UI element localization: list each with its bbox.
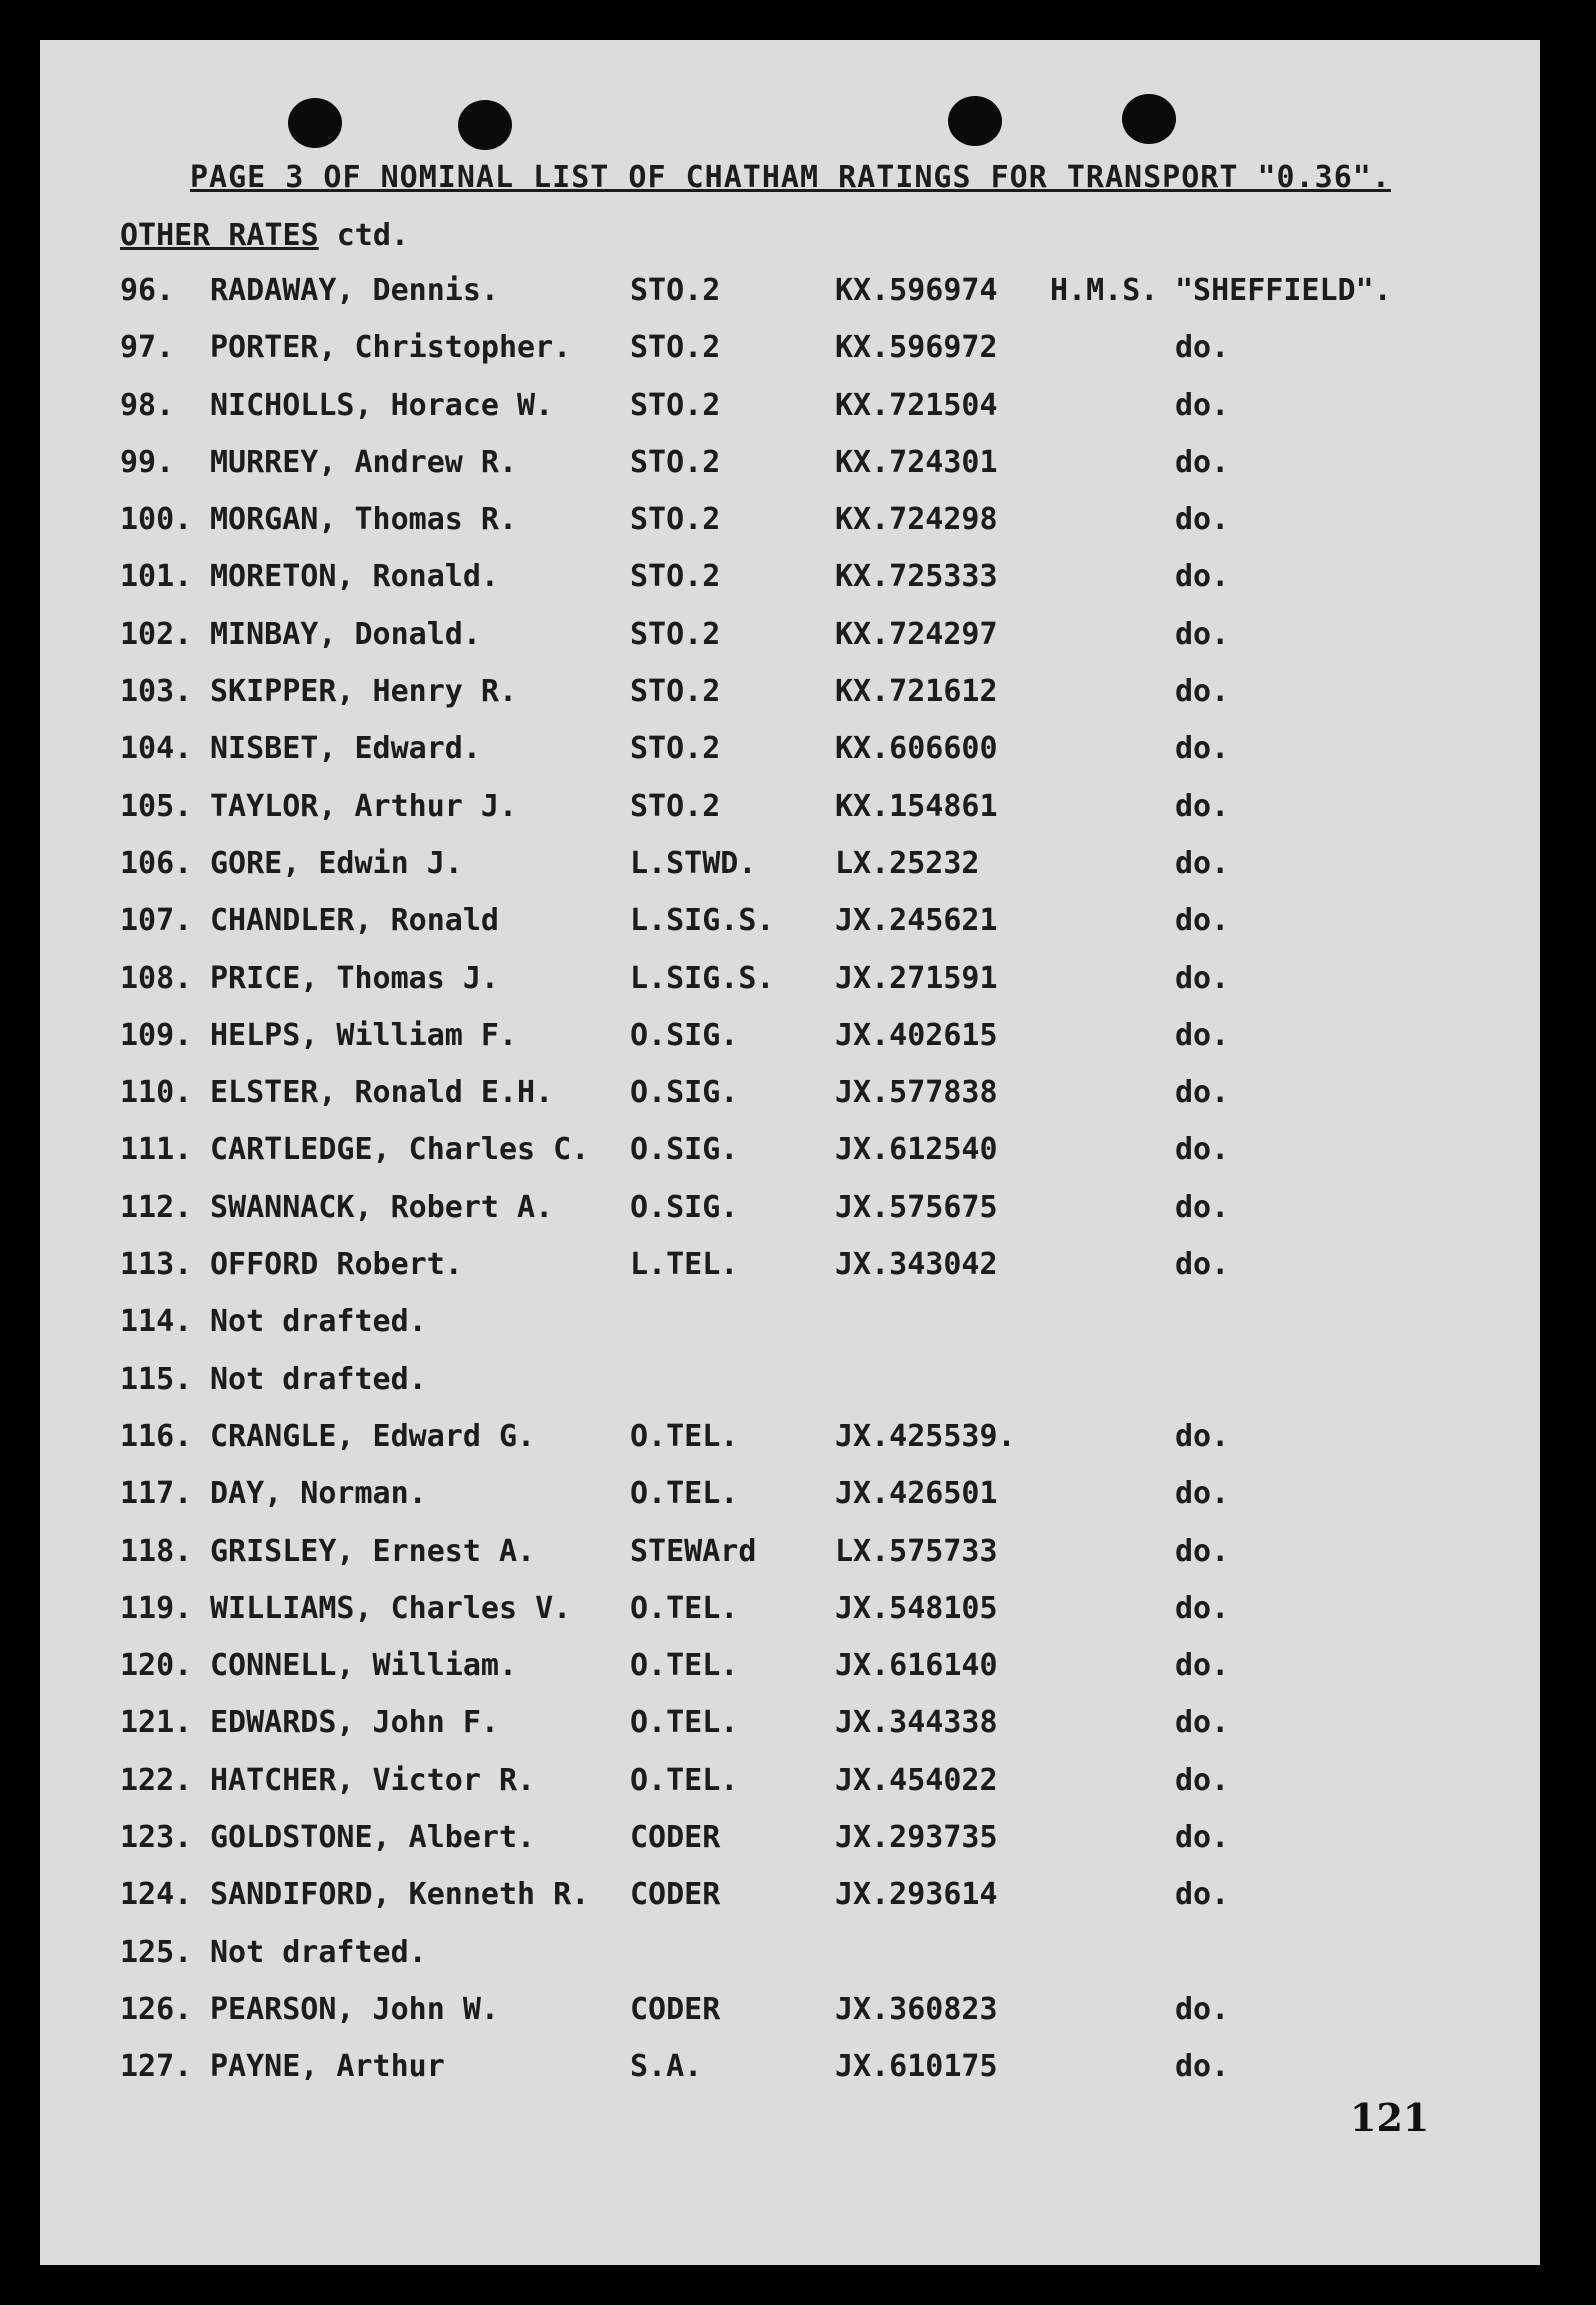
rating-name: GORE, Edwin J. xyxy=(210,845,463,881)
list-item xyxy=(40,559,1540,616)
official-number: KX.724298 xyxy=(835,502,998,538)
punch-hole-3 xyxy=(948,96,1002,146)
official-number: JX.548105 xyxy=(835,1590,998,1626)
list-item xyxy=(40,1820,1540,1877)
official-number: JX.271591 xyxy=(835,960,998,996)
page-number: 121 xyxy=(1350,2095,1430,2140)
rating-rate: O.TEL. xyxy=(630,1705,739,1741)
rating-rate: O.SIG. xyxy=(630,1075,739,1111)
punch-hole-1 xyxy=(288,98,342,148)
rating-name: HELPS, William F. xyxy=(210,1017,518,1053)
rating-name: PRICE, Thomas J. xyxy=(210,960,499,996)
list-item xyxy=(40,1419,1540,1476)
entry-number: 103. xyxy=(120,674,193,710)
ratings-list xyxy=(40,273,1540,2107)
ship-ditto: do. xyxy=(1175,616,1230,652)
ship-ditto: do. xyxy=(1175,1132,1230,1168)
official-number: JX.610175 xyxy=(835,2049,998,2085)
rating-name: Not drafted. xyxy=(210,1361,427,1397)
list-item xyxy=(40,273,1540,330)
ship-ditto: do. xyxy=(1175,1017,1230,1053)
rating-name: CONNELL, William. xyxy=(210,1648,518,1684)
entry-number: 106. xyxy=(120,845,193,881)
rating-rate: O.SIG. xyxy=(630,1017,739,1053)
rating-name: MURREY, Andrew R. xyxy=(210,444,518,480)
section-heading xyxy=(120,218,409,253)
list-item xyxy=(40,1935,1540,1992)
official-number: JX.616140 xyxy=(835,1648,998,1684)
entry-number: 108. xyxy=(120,960,193,996)
rating-rate: L.SIG.S. xyxy=(630,960,775,996)
rating-name: SWANNACK, Robert A. xyxy=(210,1189,554,1225)
list-item xyxy=(40,1247,1540,1304)
rating-name: GRISLEY, Ernest A. xyxy=(210,1533,536,1569)
rating-name: CARTLEDGE, Charles C. xyxy=(210,1132,590,1168)
ship-ditto: do. xyxy=(1175,845,1230,881)
official-number: JX.402615 xyxy=(835,1017,998,1053)
rating-rate: STO.2 xyxy=(630,273,721,308)
rating-name: NISBET, Edward. xyxy=(210,731,481,767)
rating-name: WILLIAMS, Charles V. xyxy=(210,1590,572,1626)
list-item xyxy=(40,1132,1540,1189)
official-number: KX.596974 xyxy=(835,273,998,308)
official-number: LX.575733 xyxy=(835,1533,998,1569)
list-item xyxy=(40,330,1540,387)
rating-name: DAY, Norman. xyxy=(210,1476,427,1512)
ship-ditto: do. xyxy=(1175,1476,1230,1512)
ship-ditto: do. xyxy=(1175,2049,1230,2085)
rating-rate: STEWArd xyxy=(630,1533,757,1569)
official-number: LX.25232 xyxy=(835,845,980,881)
ship-ditto: do. xyxy=(1175,1189,1230,1225)
entry-number: 101. xyxy=(120,559,193,595)
list-item xyxy=(40,1591,1540,1648)
entry-number: 122. xyxy=(120,1762,193,1798)
rating-rate: S.A. xyxy=(630,2049,703,2085)
list-item xyxy=(40,1075,1540,1132)
list-item xyxy=(40,1534,1540,1591)
rating-name: OFFORD Robert. xyxy=(210,1247,463,1283)
rating-name: PEARSON, John W. xyxy=(210,1991,499,2027)
ship-ditto: do. xyxy=(1175,1762,1230,1798)
entry-number: 118. xyxy=(120,1533,193,1569)
rating-rate: STO.2 xyxy=(630,444,721,480)
ship-ditto: do. xyxy=(1175,1877,1230,1913)
section-suffix: ctd. xyxy=(318,218,409,253)
ship-ditto: do. xyxy=(1175,1991,1230,2027)
rating-rate: L.STWD. xyxy=(630,845,757,881)
list-item xyxy=(40,789,1540,846)
ship-ditto: do. xyxy=(1175,731,1230,767)
official-number: JX.425539. xyxy=(835,1418,1016,1454)
official-number: JX.293614 xyxy=(835,1877,998,1913)
official-number: JX.360823 xyxy=(835,1991,998,2027)
rating-name: Not drafted. xyxy=(210,1304,427,1340)
official-number: JX.577838 xyxy=(835,1075,998,1111)
ship-ditto: do. xyxy=(1175,960,1230,996)
entry-number: 105. xyxy=(120,788,193,824)
entry-number: 114. xyxy=(120,1304,193,1340)
official-number: KX.154861 xyxy=(835,788,998,824)
entry-number: 104. xyxy=(120,731,193,767)
rating-rate: L.TEL. xyxy=(630,1247,739,1283)
document-page xyxy=(40,40,1540,2265)
official-number: KX.721504 xyxy=(835,387,998,423)
rating-name: MORETON, Ronald. xyxy=(210,559,499,595)
official-number: KX.725333 xyxy=(835,559,998,595)
punch-hole-2 xyxy=(458,100,512,150)
list-item xyxy=(40,1648,1540,1705)
rating-name: CHANDLER, Ronald xyxy=(210,903,499,939)
list-item xyxy=(40,502,1540,559)
ship-ditto: do. xyxy=(1175,559,1230,595)
list-item xyxy=(40,1304,1540,1361)
ship-ditto: do. xyxy=(1175,1418,1230,1454)
rating-rate: STO.2 xyxy=(630,387,721,423)
list-item xyxy=(40,617,1540,674)
list-item xyxy=(40,1476,1540,1533)
list-item xyxy=(40,1190,1540,1247)
entry-number: 116. xyxy=(120,1418,193,1454)
entry-number: 100. xyxy=(120,502,193,538)
entry-number: 121. xyxy=(120,1705,193,1741)
ship-ditto: do. xyxy=(1175,387,1230,423)
rating-rate: STO.2 xyxy=(630,330,721,366)
official-number: JX.575675 xyxy=(835,1189,998,1225)
entry-number: 113. xyxy=(120,1247,193,1283)
list-item xyxy=(40,388,1540,445)
ship-ditto: do. xyxy=(1175,1075,1230,1111)
official-number: KX.724297 xyxy=(835,616,998,652)
entry-number: 120. xyxy=(120,1648,193,1684)
ship-ditto: do. xyxy=(1175,1590,1230,1626)
official-number: JX.245621 xyxy=(835,903,998,939)
official-number: KX.606600 xyxy=(835,731,998,767)
rating-rate: CODER xyxy=(630,1820,721,1856)
rating-rate: O.TEL. xyxy=(630,1476,739,1512)
entry-number: 123. xyxy=(120,1820,193,1856)
entry-number: 117. xyxy=(120,1476,193,1512)
rating-rate: L.SIG.S. xyxy=(630,903,775,939)
list-item xyxy=(40,1763,1540,1820)
official-number: JX.612540 xyxy=(835,1132,998,1168)
official-number: JX.344338 xyxy=(835,1705,998,1741)
entry-number: 111. xyxy=(120,1132,193,1168)
ship-ditto: do. xyxy=(1175,1705,1230,1741)
entry-number: 119. xyxy=(120,1590,193,1626)
entry-number: 126. xyxy=(120,1991,193,2027)
official-number: JX.454022 xyxy=(835,1762,998,1798)
ship-ditto: do. xyxy=(1175,788,1230,824)
ship-ditto: do. xyxy=(1175,1820,1230,1856)
punch-hole-4 xyxy=(1122,94,1176,144)
document-header: PAGE 3 OF NOMINAL LIST OF CHATHAM RATINGS FOR TRANSPORT "0.36". xyxy=(190,160,1391,195)
rating-name: Not drafted. xyxy=(210,1934,427,1970)
list-item xyxy=(40,846,1540,903)
rating-rate: STO.2 xyxy=(630,731,721,767)
rating-rate: O.TEL. xyxy=(630,1590,739,1626)
ship-ditto: do. xyxy=(1175,502,1230,538)
list-item xyxy=(40,731,1540,788)
entry-number: 97. xyxy=(120,330,175,366)
entry-number: 124. xyxy=(120,1877,193,1913)
entry-number: 110. xyxy=(120,1075,193,1111)
list-item xyxy=(40,903,1540,960)
entry-number: 109. xyxy=(120,1017,193,1053)
list-item xyxy=(40,2049,1540,2106)
ship-label: H.M.S. xyxy=(1050,273,1159,308)
ship-ditto: do. xyxy=(1175,444,1230,480)
rating-name: CRANGLE, Edward G. xyxy=(210,1418,536,1454)
entry-number: 107. xyxy=(120,903,193,939)
ship-ditto: do. xyxy=(1175,1247,1230,1283)
ship-ditto: do. xyxy=(1175,903,1230,939)
list-item xyxy=(40,674,1540,731)
rating-name: SANDIFORD, Kenneth R. xyxy=(210,1877,590,1913)
ship-ditto: "SHEFFIELD". xyxy=(1175,273,1392,308)
official-number: KX.721612 xyxy=(835,674,998,710)
rating-name: SKIPPER, Henry R. xyxy=(210,674,518,710)
official-number: JX.343042 xyxy=(835,1247,998,1283)
entry-number: 96. xyxy=(120,273,175,308)
ship-ditto: do. xyxy=(1175,674,1230,710)
rating-rate: O.TEL. xyxy=(630,1648,739,1684)
rating-rate: STO.2 xyxy=(630,616,721,652)
list-item xyxy=(40,1362,1540,1419)
official-number: KX.596972 xyxy=(835,330,998,366)
rating-rate: CODER xyxy=(630,1991,721,2027)
entry-number: 125. xyxy=(120,1934,193,1970)
rating-name: PAYNE, Arthur xyxy=(210,2049,445,2085)
official-number: JX.293735 xyxy=(835,1820,998,1856)
entry-number: 99. xyxy=(120,444,175,480)
rating-rate: CODER xyxy=(630,1877,721,1913)
rating-name: ELSTER, Ronald E.H. xyxy=(210,1075,554,1111)
rating-rate: O.TEL. xyxy=(630,1418,739,1454)
ship-ditto: do. xyxy=(1175,1648,1230,1684)
official-number: JX.426501 xyxy=(835,1476,998,1512)
rating-name: NICHOLLS, Horace W. xyxy=(210,387,554,423)
list-item xyxy=(40,961,1540,1018)
ship-ditto: do. xyxy=(1175,330,1230,366)
rating-name: TAYLOR, Arthur J. xyxy=(210,788,518,824)
rating-name: GOLDSTONE, Albert. xyxy=(210,1820,536,1856)
rating-rate: STO.2 xyxy=(630,502,721,538)
list-item xyxy=(40,1018,1540,1075)
list-item xyxy=(40,1992,1540,2049)
rating-rate: O.TEL. xyxy=(630,1762,739,1798)
rating-name: MORGAN, Thomas R. xyxy=(210,502,518,538)
ship-ditto: do. xyxy=(1175,1533,1230,1569)
rating-rate: STO.2 xyxy=(630,788,721,824)
rating-rate: STO.2 xyxy=(630,559,721,595)
entry-number: 115. xyxy=(120,1361,193,1397)
rating-name: PORTER, Christopher. xyxy=(210,330,572,366)
rating-name: RADAWAY, Dennis. xyxy=(210,273,499,308)
rating-rate: O.SIG. xyxy=(630,1189,739,1225)
list-item xyxy=(40,1705,1540,1762)
entry-number: 102. xyxy=(120,616,193,652)
section-label: OTHER RATES xyxy=(120,218,319,253)
entry-number: 127. xyxy=(120,2049,193,2085)
entry-number: 98. xyxy=(120,387,175,423)
list-item xyxy=(40,1877,1540,1934)
rating-rate: STO.2 xyxy=(630,674,721,710)
entry-number: 112. xyxy=(120,1189,193,1225)
rating-name: HATCHER, Victor R. xyxy=(210,1762,536,1798)
rating-name: MINBAY, Donald. xyxy=(210,616,481,652)
official-number: KX.724301 xyxy=(835,444,998,480)
list-item xyxy=(40,445,1540,502)
rating-name: EDWARDS, John F. xyxy=(210,1705,499,1741)
rating-rate: O.SIG. xyxy=(630,1132,739,1168)
